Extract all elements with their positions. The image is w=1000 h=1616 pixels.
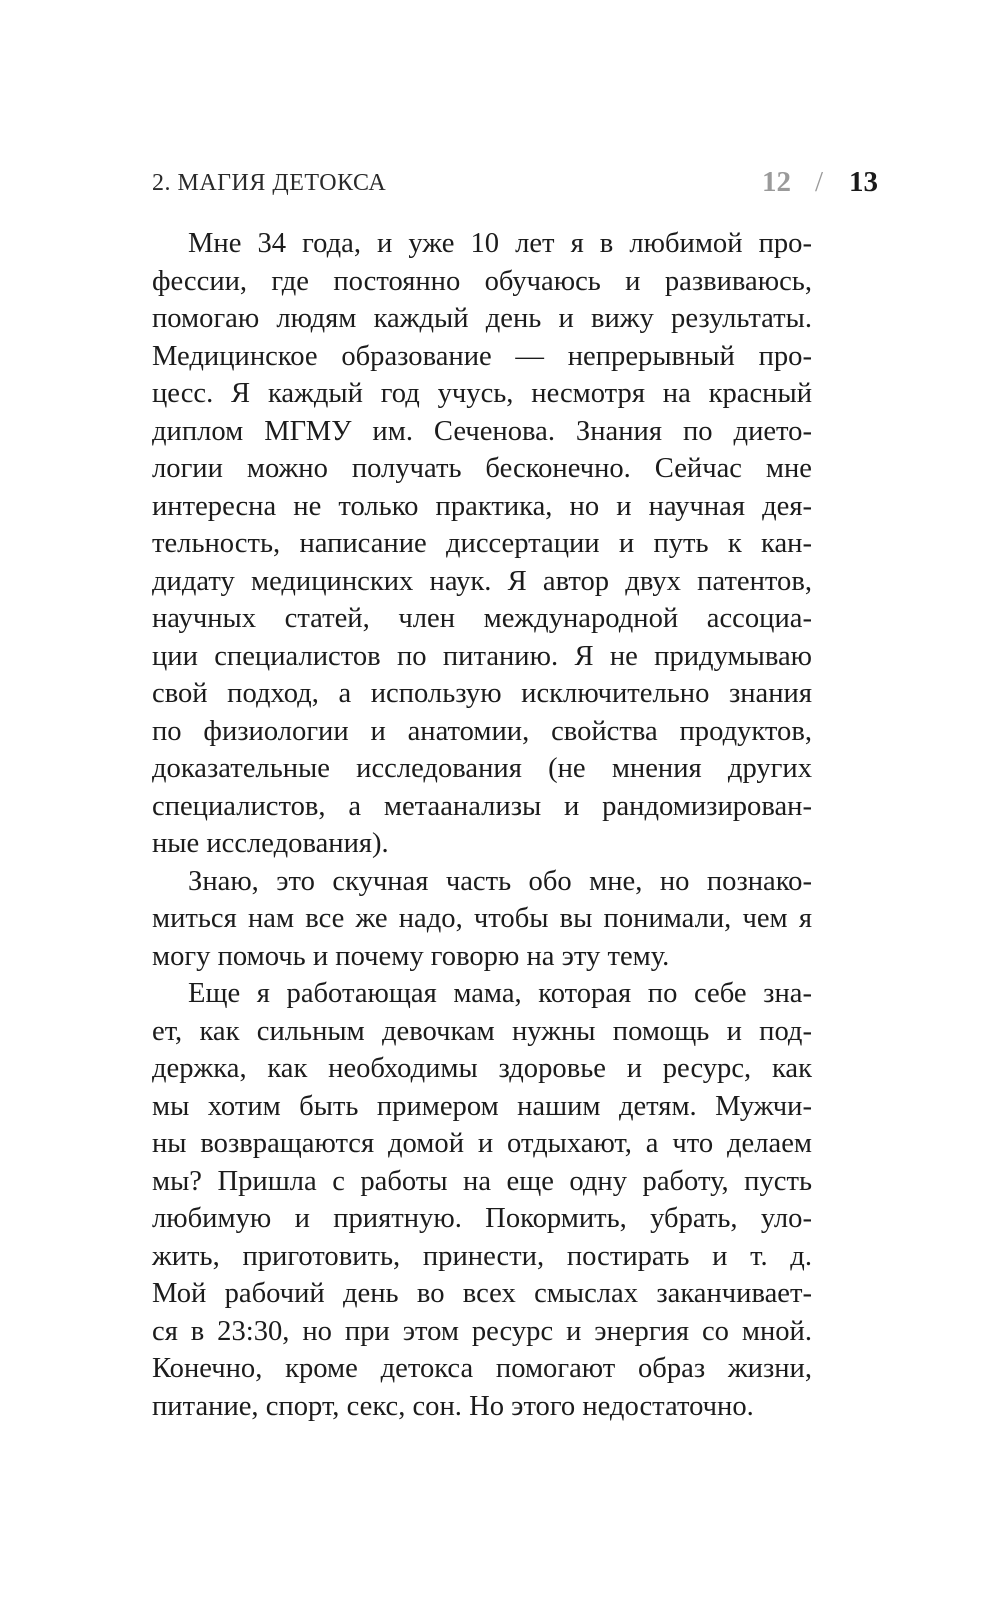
running-head	[152, 166, 878, 206]
paragraph	[152, 225, 812, 863]
text-line: научных статей, член международной ассоциа-	[152, 603, 812, 634]
text-line: ции специалистов по питанию. Я не придумываю	[152, 640, 812, 672]
text-line: дидату медицинских наук. Я автор двух патентов,	[152, 565, 812, 597]
text-line: мы? Пришла с работы на еще одну работу, пусть	[152, 1165, 812, 1197]
text-line: диплом МГМУ им. Сеченова. Знания по дието-	[152, 415, 812, 447]
text-line: жить, приготовить, принести, постирать и т. д.	[152, 1240, 812, 1272]
page-numbers	[762, 166, 878, 199]
text-line: могу помочь и почему говорю на эту тему.	[152, 940, 670, 972]
text-line: помогаю людям каждый день и вижу результаты.	[152, 303, 812, 334]
text-line: ны возвращаются домой и отдыхают, а что делаем	[152, 1128, 812, 1159]
text-line: Мне 34 года, и уже 10 лет я в любимой про-	[188, 228, 812, 259]
text-line: фессии, где постоянно обучаюсь и развиваюсь,	[152, 265, 812, 297]
text-line: ет, как сильным девочкам нужны помощь и под-	[152, 1015, 812, 1047]
text-line: ные исследования).	[152, 828, 389, 859]
body-text	[152, 225, 812, 1425]
chapter-title: 2. МАГИЯ ДЕТОКСА	[152, 170, 387, 196]
text-line: интересна не только практика, но и научная дея-	[152, 490, 812, 522]
text-line: Знаю, это скучная часть обо мне, но познако-	[188, 865, 812, 897]
text-line: миться нам все же надо, чтобы вы понимали, чем я	[152, 903, 812, 934]
text-line: питание, спорт, секс, сон. Но этого недостаточно.	[152, 1390, 754, 1422]
text-line: Конечно, кроме детокса помогают образ жизни,	[152, 1353, 812, 1384]
text-line: любимую и приятную. Покормить, убрать, уло-	[152, 1203, 812, 1234]
text-line: доказательные исследования (не мнения других	[152, 753, 812, 784]
text-line: ся в 23:30, но при этом ресурс и энергия со мной.	[152, 1315, 812, 1347]
text-line: тельность, написание диссертации и путь к кан-	[152, 528, 812, 559]
text-line: цесс. Я каждый год учусь, несмотря на красный	[152, 378, 812, 409]
page-separator: /	[814, 166, 823, 198]
text-line: специалистов, а метаанализы и рандомизирован-	[152, 790, 812, 822]
text-line: мы хотим быть примером нашим детям. Мужчи-	[152, 1090, 812, 1122]
text-line: логии можно получать бесконечно. Сейчас мне	[152, 453, 812, 484]
text-line: держка, как необходимы здоровье и ресурс, как	[152, 1053, 812, 1084]
text-line: Еще я работающая мама, которая по себе зна-	[188, 978, 812, 1009]
previous-page-number: 12	[761, 166, 791, 198]
text-line: по физиологии и анатомии, свойства продуктов,	[152, 715, 812, 747]
paragraph	[152, 975, 812, 1425]
text-line: Мой рабочий день во всех смыслах заканчивает-	[152, 1278, 812, 1309]
text-line: Медицинское образование — непрерывный про-	[152, 340, 812, 372]
paragraph	[152, 863, 812, 976]
current-page-number: 13	[849, 166, 878, 198]
text-line: свой подход, а использую исключительно знания	[152, 678, 812, 709]
